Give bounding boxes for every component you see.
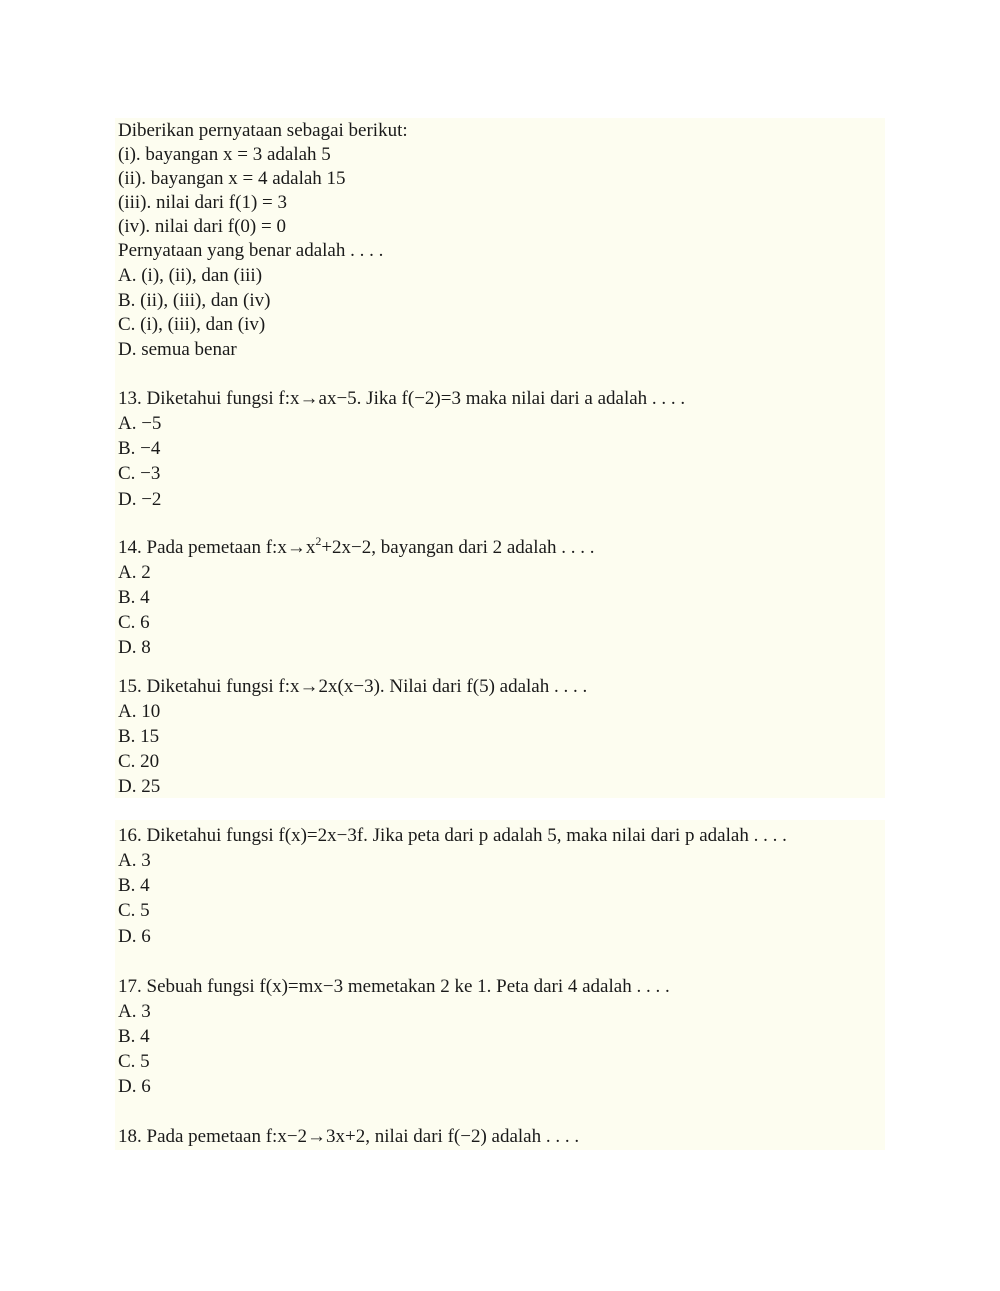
- q14-option-c: C. 6: [118, 612, 150, 633]
- q16-question: 16. Diketahui fungsi f(x)=2x−3f. Jika peta dari p adalah 5, maka nilai dari p adalah . . . .: [118, 825, 787, 846]
- q17-option-b: B. 4: [118, 1026, 150, 1047]
- intro-question: Pernyataan yang benar adalah . . . .: [118, 240, 384, 261]
- statement-i: (i). bayangan x = 3 adalah 5: [118, 144, 331, 165]
- statement-iv: (iv). nilai dari f(0) = 0: [118, 216, 286, 237]
- q15-option-d: D. 25: [118, 776, 161, 797]
- q14-question-exponent: 2: [315, 533, 322, 548]
- q13-option-c: C. −3: [118, 463, 161, 484]
- statement-ii: (ii). bayangan x = 4 adalah 15: [118, 168, 346, 189]
- q15-option-a: A. 10: [118, 701, 161, 722]
- intro-option-d: D. semua benar: [118, 339, 237, 360]
- q14-option-b: B. 4: [118, 587, 150, 608]
- q17-question: 17. Sebuah fungsi f(x)=mx−3 memetakan 2 ke 1. Peta dari 4 adalah . . . .: [118, 976, 670, 997]
- intro-option-a: A. (i), (ii), dan (iii): [118, 265, 263, 286]
- intro-lead: Diberikan pernyataan sebagai berikut:: [118, 120, 408, 141]
- q16-option-c: C. 5: [118, 900, 150, 921]
- q17-option-d: D. 6: [118, 1076, 151, 1097]
- statement-iii: (iii). nilai dari f(1) = 3: [118, 192, 287, 213]
- q14-question-pre: 14. Pada pemetaan f:x→x: [118, 537, 316, 558]
- q15-option-b: B. 15: [118, 726, 160, 747]
- q16-option-a: A. 3: [118, 850, 151, 871]
- q16-option-d: D. 6: [118, 926, 151, 947]
- q14-option-a: A. 2: [118, 562, 151, 583]
- q14-option-d: D. 8: [118, 637, 151, 658]
- q13-option-d: D. −2: [118, 489, 162, 510]
- q16-option-b: B. 4: [118, 875, 150, 896]
- intro-option-b: B. (ii), (iii), dan (iv): [118, 290, 271, 311]
- intro-option-c: C. (i), (iii), dan (iv): [118, 314, 266, 335]
- q17-option-a: A. 3: [118, 1001, 151, 1022]
- q13-question: 13. Diketahui fungsi f:x→ax−5. Jika f(−2)=3 maka nilai dari a adalah . . . .: [118, 388, 686, 409]
- q17-option-c: C. 5: [118, 1051, 150, 1072]
- q15-option-c: C. 20: [118, 751, 160, 772]
- q13-option-b: B. −4: [118, 438, 161, 459]
- q15-question: 15. Diketahui fungsi f:x→2x(x−3). Nilai dari f(5) adalah . . . .: [118, 676, 588, 697]
- q14-question-post: +2x−2, bayangan dari 2 adalah . . . .: [321, 537, 595, 558]
- q18-question: 18. Pada pemetaan f:x−2→3x+2, nilai dari f(−2) adalah . . . .: [118, 1126, 580, 1147]
- q14-question: [118, 533, 595, 560]
- q13-option-a: A. −5: [118, 413, 162, 434]
